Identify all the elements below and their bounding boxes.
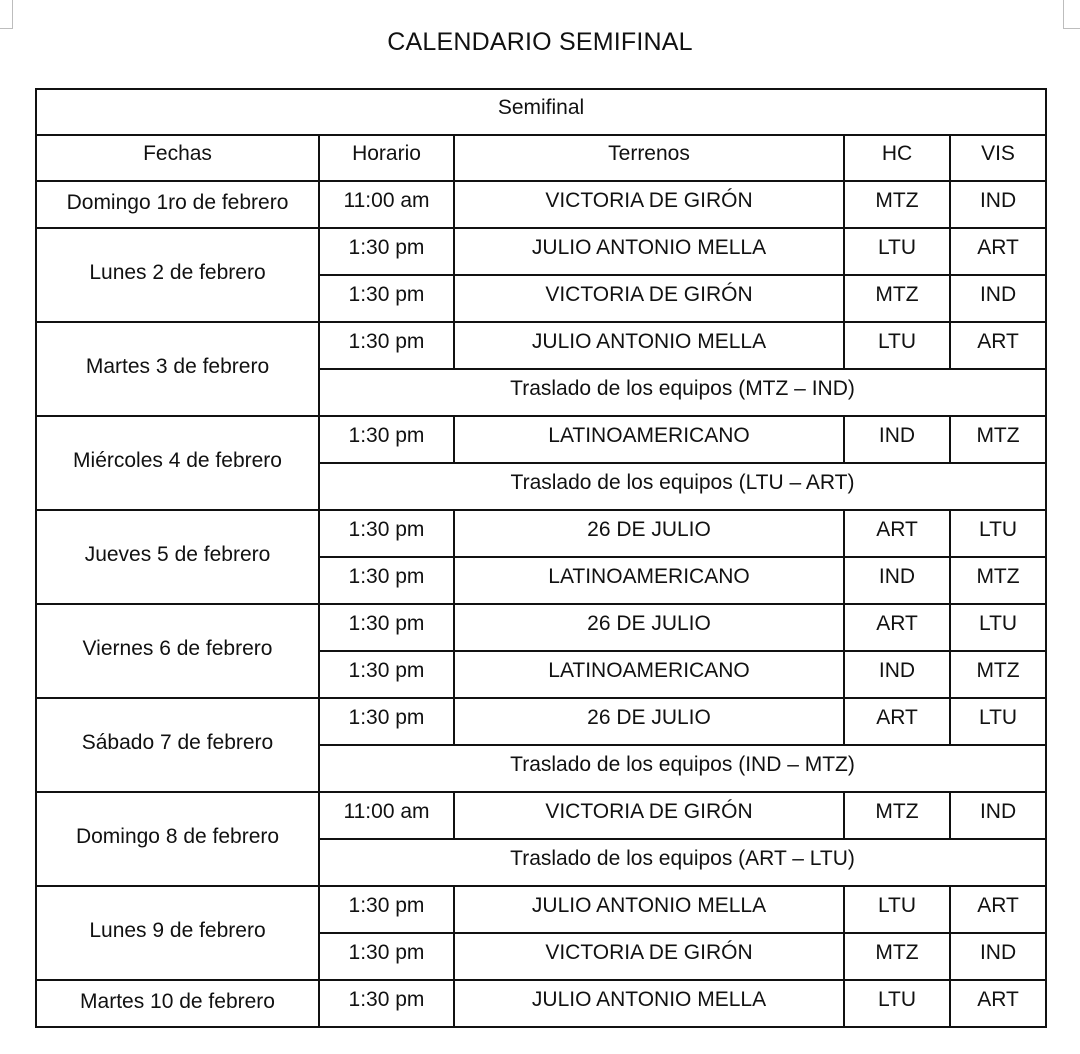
- home-team-cell: MTZ: [844, 792, 950, 839]
- date-cell: Jueves 5 de febrero: [36, 510, 319, 604]
- home-team-cell: MTZ: [844, 275, 950, 322]
- visitor-team-cell: ART: [950, 886, 1046, 933]
- time-cell: 1:30 pm: [319, 933, 454, 980]
- visitor-team-cell: ART: [950, 322, 1046, 369]
- visitor-team-cell: ART: [950, 980, 1046, 1027]
- venue-cell: VICTORIA DE GIRÓN: [454, 275, 844, 322]
- schedule-table: [35, 88, 1047, 1028]
- home-team-cell: ART: [844, 698, 950, 745]
- home-team-cell: LTU: [844, 322, 950, 369]
- game-row: [36, 510, 1046, 557]
- time-cell: 1:30 pm: [319, 698, 454, 745]
- page-corner-mark-right: [1063, 0, 1080, 29]
- header-horario: Horario: [319, 135, 454, 181]
- home-team-cell: ART: [844, 604, 950, 651]
- header-vis: VIS: [950, 135, 1046, 181]
- home-team-cell: LTU: [844, 980, 950, 1027]
- game-row: [36, 416, 1046, 463]
- venue-cell: VICTORIA DE GIRÓN: [454, 181, 844, 228]
- schedule-body: [36, 89, 1046, 1027]
- game-row: [36, 980, 1046, 1027]
- transfer-note: Traslado de los equipos (ART – LTU): [319, 839, 1046, 886]
- venue-cell: 26 DE JULIO: [454, 604, 844, 651]
- home-team-cell: MTZ: [844, 933, 950, 980]
- visitor-team-cell: MTZ: [950, 557, 1046, 604]
- venue-cell: JULIO ANTONIO MELLA: [454, 980, 844, 1027]
- venue-cell: JULIO ANTONIO MELLA: [454, 886, 844, 933]
- visitor-team-cell: MTZ: [950, 416, 1046, 463]
- venue-cell: LATINOAMERICANO: [454, 557, 844, 604]
- venue-cell: JULIO ANTONIO MELLA: [454, 322, 844, 369]
- transfer-note: Traslado de los equipos (LTU – ART): [319, 463, 1046, 510]
- date-cell: Martes 10 de febrero: [36, 980, 319, 1027]
- section-title: Semifinal: [36, 89, 1046, 135]
- transfer-note: Traslado de los equipos (MTZ – IND): [319, 369, 1046, 416]
- game-row: [36, 322, 1046, 369]
- date-cell: Miércoles 4 de febrero: [36, 416, 319, 510]
- page-title: CALENDARIO SEMIFINAL: [387, 28, 693, 56]
- header-terrenos: Terrenos: [454, 135, 844, 181]
- venue-cell: LATINOAMERICANO: [454, 651, 844, 698]
- date-cell: Lunes 9 de febrero: [36, 886, 319, 980]
- time-cell: 1:30 pm: [319, 275, 454, 322]
- visitor-team-cell: ART: [950, 228, 1046, 275]
- home-team-cell: IND: [844, 651, 950, 698]
- date-cell: Domingo 1ro de febrero: [36, 181, 319, 228]
- page-corner-mark-left: [0, 0, 13, 29]
- home-team-cell: LTU: [844, 228, 950, 275]
- game-row: [36, 181, 1046, 228]
- home-team-cell: LTU: [844, 886, 950, 933]
- header-row: [36, 135, 1046, 181]
- home-team-cell: MTZ: [844, 181, 950, 228]
- game-row: [36, 886, 1046, 933]
- time-cell: 11:00 am: [319, 792, 454, 839]
- time-cell: 1:30 pm: [319, 416, 454, 463]
- visitor-team-cell: IND: [950, 181, 1046, 228]
- date-cell: Sábado 7 de febrero: [36, 698, 319, 792]
- header-hc: HC: [844, 135, 950, 181]
- time-cell: 1:30 pm: [319, 510, 454, 557]
- transfer-note: Traslado de los equipos (IND – MTZ): [319, 745, 1046, 792]
- game-row: [36, 792, 1046, 839]
- game-row: [36, 228, 1046, 275]
- time-cell: 1:30 pm: [319, 322, 454, 369]
- section-row: [36, 89, 1046, 135]
- header-fechas: Fechas: [36, 135, 319, 181]
- time-cell: 1:30 pm: [319, 228, 454, 275]
- visitor-team-cell: IND: [950, 933, 1046, 980]
- venue-cell: VICTORIA DE GIRÓN: [454, 792, 844, 839]
- date-cell: Martes 3 de febrero: [36, 322, 319, 416]
- visitor-team-cell: IND: [950, 275, 1046, 322]
- date-cell: Domingo 8 de febrero: [36, 792, 319, 886]
- time-cell: 1:30 pm: [319, 886, 454, 933]
- visitor-team-cell: LTU: [950, 698, 1046, 745]
- game-row: [36, 698, 1046, 745]
- date-cell: Lunes 2 de febrero: [36, 228, 319, 322]
- game-row: [36, 604, 1046, 651]
- venue-cell: JULIO ANTONIO MELLA: [454, 228, 844, 275]
- visitor-team-cell: IND: [950, 792, 1046, 839]
- time-cell: 1:30 pm: [319, 557, 454, 604]
- home-team-cell: IND: [844, 557, 950, 604]
- venue-cell: 26 DE JULIO: [454, 510, 844, 557]
- visitor-team-cell: LTU: [950, 604, 1046, 651]
- home-team-cell: IND: [844, 416, 950, 463]
- time-cell: 11:00 am: [319, 181, 454, 228]
- venue-cell: LATINOAMERICANO: [454, 416, 844, 463]
- venue-cell: 26 DE JULIO: [454, 698, 844, 745]
- visitor-team-cell: MTZ: [950, 651, 1046, 698]
- date-cell: Viernes 6 de febrero: [36, 604, 319, 698]
- time-cell: 1:30 pm: [319, 980, 454, 1027]
- time-cell: 1:30 pm: [319, 651, 454, 698]
- time-cell: 1:30 pm: [319, 604, 454, 651]
- visitor-team-cell: LTU: [950, 510, 1046, 557]
- venue-cell: VICTORIA DE GIRÓN: [454, 933, 844, 980]
- home-team-cell: ART: [844, 510, 950, 557]
